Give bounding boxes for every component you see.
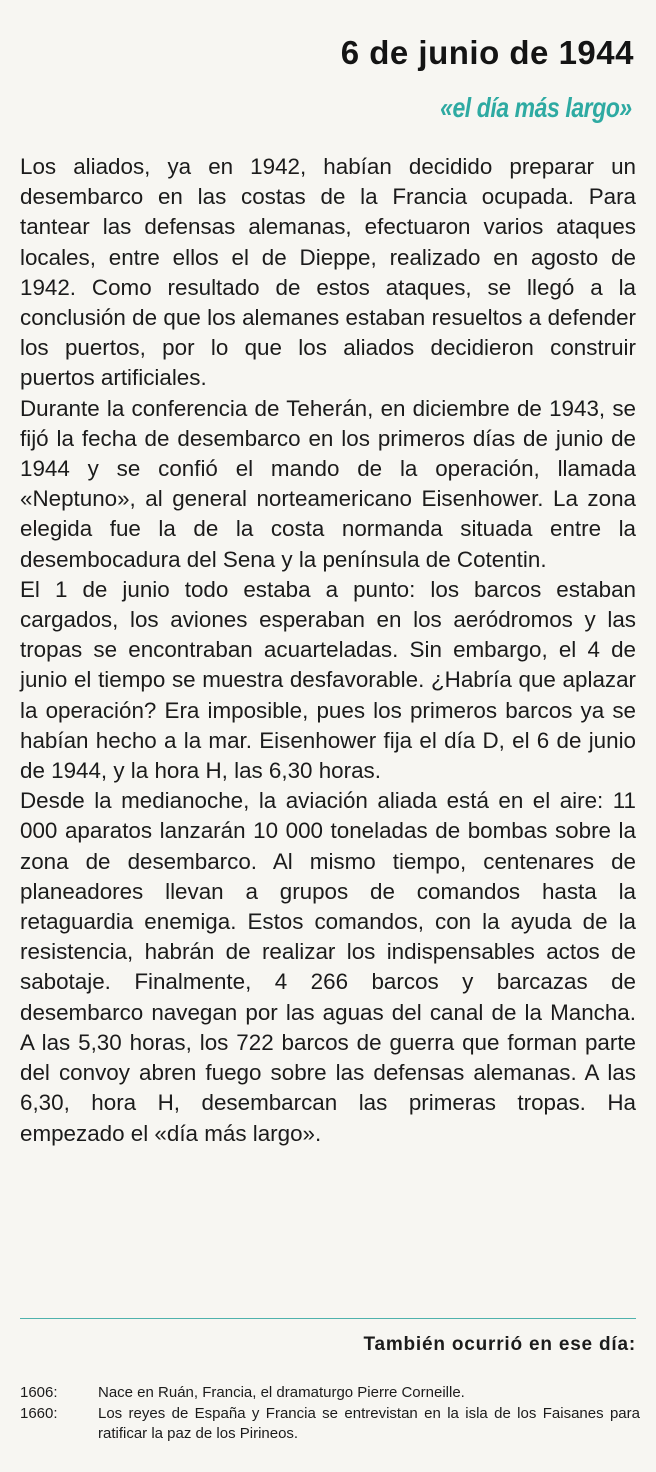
paragraph: Durante la conferencia de Teherán, en diciembre de 1943, se fijó la fecha de desembarco en los primeros días de junio de 1944 y se confió el mando de la operación, llamada «Neptuno», al general norteamericano Eisenhower. La zona elegida fue la de la costa normanda situada entre la desembocadura del Sena y la península de Cotentin. (20, 395, 636, 572)
paragraph: El 1 de junio todo estaba a punto: los barcos estaban cargados, los aviones esperaban en los aeródromos y las tropas se encontraban acuarteladas. Sin embargo, el 4 de junio el tiempo se muestra desfavorable. ¿Habría que aplazar la operación? Era imposible, pues los primeros barcos ya se habían hecho a la mar. Eisenhower fija el día D, el 6 de junio de 1944, y la hora H, las 6,30 horas. (20, 576, 636, 784)
page-subtitle: «el día más largo» (440, 92, 632, 123)
article-body (20, 152, 636, 1149)
event-year: 1606: (20, 1384, 58, 1401)
paragraph: Los aliados, ya en 1942, habían decidido preparar un desembarco en las costas de la Francia ocupada. Para tantear las defensas alemanas, efectuaron varios ataques locales, entre ellos el de Dieppe, realizado en agosto de 1942. Como resultado de estos ataques, se llegó a la conclusión de que los alemanes estaban resueltos a defender los puertos, por lo que los aliados decidieron construir puertos artificiales. (20, 154, 636, 391)
events-list (20, 1383, 640, 1445)
event-text: Los reyes de España y Francia se entrevistan en la isla de los Faisanes para ratificar la paz de los Pirineos. (98, 1404, 640, 1442)
also-happened-heading: También ocurrió en ese día: (363, 1334, 636, 1355)
event-year: 1660: (20, 1404, 58, 1422)
event-text: Nace en Ruán, Francia, el dramaturgo Pierre Corneille. (98, 1384, 465, 1401)
paragraph: Desde la medianoche, la aviación aliada está en el aire: 11 000 aparatos lanzarán 10 000 toneladas de bombas sobre la zona de desembarco. Al mismo tiempo, centenares de planeadores llevan a grupos de comandos hasta la retaguardia enemiga. Estos comandos, con la ayuda de la resistencia, habrán de realizar los indispensables actos de sabotaje. Finalmente, 4 266 barcos y barcazas de desembarco navegan por las aguas del canal de la Mancha. A las 5,30 horas, los 722 barcos de guerra que forman parte del convoy abren fuego sobre las defensas alemanas. A las 6,30, hora H, desembarcan las primeras tropas. Ha empezado el «día más largo». (20, 788, 636, 1146)
list-item (20, 1383, 640, 1404)
section-divider (20, 1318, 636, 1319)
page-title: 6 de junio de 1944 (340, 34, 634, 71)
list-item (20, 1404, 640, 1445)
